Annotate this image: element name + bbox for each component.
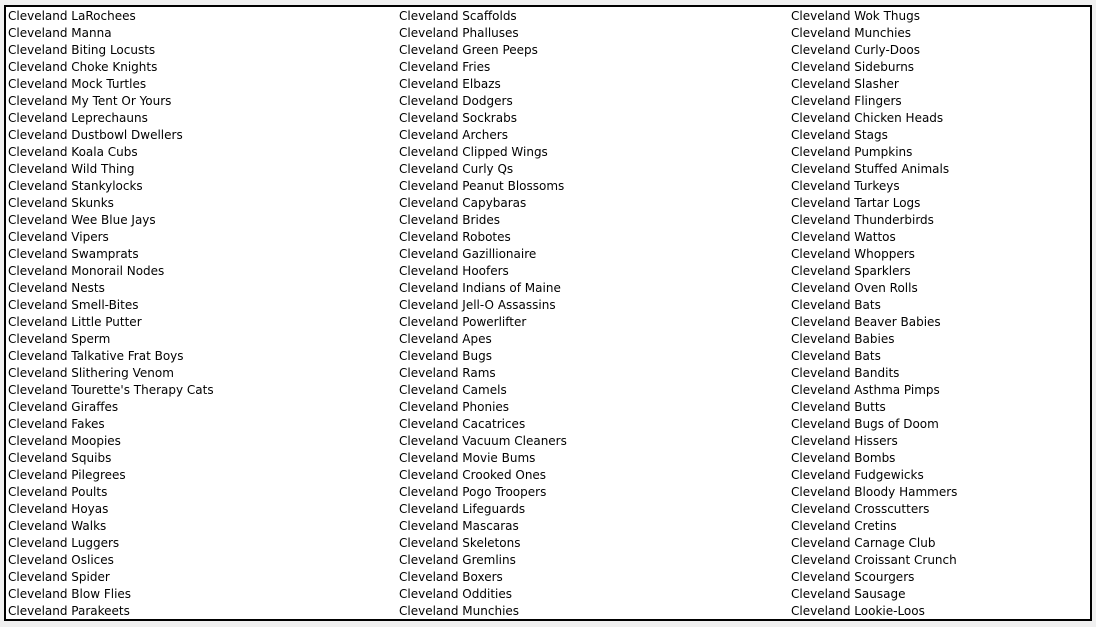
list-item[interactable]: Cleveland Brides	[399, 213, 501, 227]
list-item[interactable]: Cleveland Manna	[8, 26, 112, 40]
list-item[interactable]: Cleveland Bugs	[399, 349, 493, 363]
team-names-column-2	[399, 8, 567, 620]
list-item[interactable]: Cleveland Choke Knights	[8, 60, 158, 74]
list-item[interactable]: Cleveland Whoppers	[791, 247, 915, 261]
list-item[interactable]: Cleveland Jell-O Assassins	[399, 298, 556, 312]
list-item[interactable]: Cleveland Camels	[399, 383, 507, 397]
list-item[interactable]: Cleveland Cretins	[791, 519, 897, 533]
list-item[interactable]: Cleveland Powerlifter	[399, 315, 527, 329]
list-item[interactable]: Cleveland Skeletons	[399, 536, 521, 550]
list-item[interactable]: Cleveland Giraffes	[8, 400, 119, 414]
list-item[interactable]: Cleveland Mascaras	[399, 519, 519, 533]
list-item[interactable]: Cleveland Vacuum Cleaners	[399, 434, 567, 448]
team-names-column-3	[791, 8, 957, 620]
list-item[interactable]: Cleveland Bugs of Doom	[791, 417, 939, 431]
list-item[interactable]: Cleveland Croissant Crunch	[791, 553, 957, 567]
list-item[interactable]: Cleveland Scourgers	[791, 570, 915, 584]
list-item[interactable]: Cleveland Tartar Logs	[791, 196, 921, 210]
list-item[interactable]: Cleveland Hoyas	[8, 502, 109, 516]
list-item[interactable]: Cleveland Wee Blue Jays	[8, 213, 156, 227]
list-item[interactable]: Cleveland Chicken Heads	[791, 111, 944, 125]
list-item[interactable]: Cleveland Stags	[791, 128, 888, 142]
list-item[interactable]: Cleveland Curly Qs	[399, 162, 514, 176]
list-item[interactable]: Cleveland Skunks	[8, 196, 114, 210]
list-item[interactable]: Cleveland Luggers	[8, 536, 120, 550]
list-item[interactable]: Cleveland Spider	[8, 570, 110, 584]
list-item[interactable]: Cleveland LaRochees	[8, 9, 136, 23]
list-item[interactable]: Cleveland Wild Thing	[8, 162, 135, 176]
list-item[interactable]: Cleveland Wattos	[791, 230, 896, 244]
list-item[interactable]: Cleveland Oven Rolls	[791, 281, 918, 295]
list-item[interactable]: Cleveland Apes	[399, 332, 492, 346]
list-item[interactable]: Cleveland Slasher	[791, 77, 899, 91]
list-item[interactable]: Cleveland Walks	[8, 519, 107, 533]
list-item[interactable]: Cleveland Capybaras	[399, 196, 527, 210]
list-item[interactable]: Cleveland Blow Flies	[8, 587, 132, 601]
list-item[interactable]: Cleveland Squibs	[8, 451, 112, 465]
list-item[interactable]: Cleveland Little Putter	[8, 315, 142, 329]
list-item[interactable]: Cleveland Boxers	[399, 570, 503, 584]
list-item[interactable]: Cleveland Clipped Wings	[399, 145, 548, 159]
list-item[interactable]: Cleveland Crosscutters	[791, 502, 930, 516]
list-item[interactable]: Cleveland Munchies	[399, 604, 520, 618]
list-item[interactable]: Cleveland Oslices	[8, 553, 114, 567]
list-item[interactable]: Cleveland Tourette's Therapy Cats	[8, 383, 214, 397]
list-item[interactable]: Cleveland Rams	[399, 366, 496, 380]
list-item[interactable]: Cleveland Pogo Troopers	[399, 485, 547, 499]
list-item[interactable]: Cleveland Stankylocks	[8, 179, 143, 193]
list-item[interactable]: Cleveland Mock Turtles	[8, 77, 147, 91]
list-item[interactable]: Cleveland Smell-Bites	[8, 298, 139, 312]
list-item[interactable]: Cleveland Cacatrices	[399, 417, 526, 431]
list-item[interactable]: Cleveland Babies	[791, 332, 895, 346]
list-item[interactable]: Cleveland Green Peeps	[399, 43, 538, 57]
list-item[interactable]: Cleveland Butts	[791, 400, 886, 414]
list-item[interactable]: Cleveland Gremlins	[399, 553, 516, 567]
list-item[interactable]: Cleveland Asthma Pimps	[791, 383, 940, 397]
list-item[interactable]: Cleveland Hissers	[791, 434, 898, 448]
list-item[interactable]: Cleveland Phalluses	[399, 26, 519, 40]
list-item[interactable]: Cleveland Elbazs	[399, 77, 501, 91]
list-item[interactable]: Cleveland Koala Cubs	[8, 145, 138, 159]
list-item[interactable]: Cleveland Bombs	[791, 451, 896, 465]
team-names-list-panel	[4, 5, 1092, 621]
list-item[interactable]: Cleveland Carnage Club	[791, 536, 936, 550]
list-item[interactable]: Cleveland Movie Bums	[399, 451, 536, 465]
list-item[interactable]: Cleveland Stuffed Animals	[791, 162, 950, 176]
list-item[interactable]: Cleveland Sperm	[8, 332, 111, 346]
list-item[interactable]: Cleveland Fudgewicks	[791, 468, 924, 482]
list-item[interactable]: Cleveland Turkeys	[791, 179, 900, 193]
list-item[interactable]: Cleveland Bats	[791, 349, 881, 363]
list-item[interactable]: Cleveland Dustbowl Dwellers	[8, 128, 183, 142]
list-item[interactable]: Cleveland Curly-Doos	[791, 43, 920, 57]
list-item[interactable]: Cleveland Beaver Babies	[791, 315, 941, 329]
list-item[interactable]: Cleveland Sausage	[791, 587, 906, 601]
list-item[interactable]: Cleveland Slithering Venom	[8, 366, 174, 380]
list-item[interactable]: Cleveland Poults	[8, 485, 108, 499]
list-item[interactable]: Cleveland Peanut Blossoms	[399, 179, 565, 193]
list-item[interactable]: Cleveland My Tent Or Yours	[8, 94, 172, 108]
list-item[interactable]: Cleveland Sparklers	[791, 264, 911, 278]
list-item[interactable]: Cleveland Flingers	[791, 94, 902, 108]
list-item[interactable]: Cleveland Oddities	[399, 587, 512, 601]
list-item[interactable]: Cleveland Leprechauns	[8, 111, 148, 125]
list-item[interactable]: Cleveland Archers	[399, 128, 508, 142]
list-item[interactable]: Cleveland Lifeguards	[399, 502, 526, 516]
list-item[interactable]: Cleveland Scaffolds	[399, 9, 517, 23]
list-item[interactable]: Cleveland Vipers	[8, 230, 109, 244]
list-item[interactable]: Cleveland Wok Thugs	[791, 9, 920, 23]
list-item[interactable]: Cleveland Bloody Hammers	[791, 485, 958, 499]
list-item[interactable]: Cleveland Crooked Ones	[399, 468, 547, 482]
list-item[interactable]: Cleveland Parakeets	[8, 604, 130, 618]
list-item[interactable]: Cleveland Lookie-Loos	[791, 604, 925, 618]
list-item[interactable]: Cleveland Fakes	[8, 417, 105, 431]
team-names-column-1	[8, 8, 214, 620]
list-item[interactable]: Cleveland Sockrabs	[399, 111, 517, 125]
list-item[interactable]: Cleveland Hoofers	[399, 264, 509, 278]
list-item[interactable]: Cleveland Pilegrees	[8, 468, 126, 482]
list-item[interactable]: Cleveland Fries	[399, 60, 491, 74]
list-item[interactable]: Cleveland Sideburns	[791, 60, 915, 74]
list-item[interactable]: Cleveland Munchies	[791, 26, 912, 40]
list-item[interactable]: Cleveland Phonies	[399, 400, 510, 414]
list-item[interactable]: Cleveland Pumpkins	[791, 145, 913, 159]
list-item[interactable]: Cleveland Gazillionaire	[399, 247, 537, 261]
list-item[interactable]: Cleveland Indians of Maine	[399, 281, 561, 295]
list-item[interactable]: Cleveland Bats	[791, 298, 881, 312]
list-item[interactable]: Cleveland Monorail Nodes	[8, 264, 165, 278]
list-item[interactable]: Cleveland Dodgers	[399, 94, 513, 108]
list-item[interactable]: Cleveland Robotes	[399, 230, 511, 244]
list-item[interactable]: Cleveland Talkative Frat Boys	[8, 349, 184, 363]
list-item[interactable]: Cleveland Swamprats	[8, 247, 139, 261]
list-item[interactable]: Cleveland Nests	[8, 281, 105, 295]
list-item[interactable]: Cleveland Thunderbirds	[791, 213, 934, 227]
list-item[interactable]: Cleveland Moopies	[8, 434, 121, 448]
list-item[interactable]: Cleveland Biting Locusts	[8, 43, 156, 57]
list-item[interactable]: Cleveland Bandits	[791, 366, 900, 380]
